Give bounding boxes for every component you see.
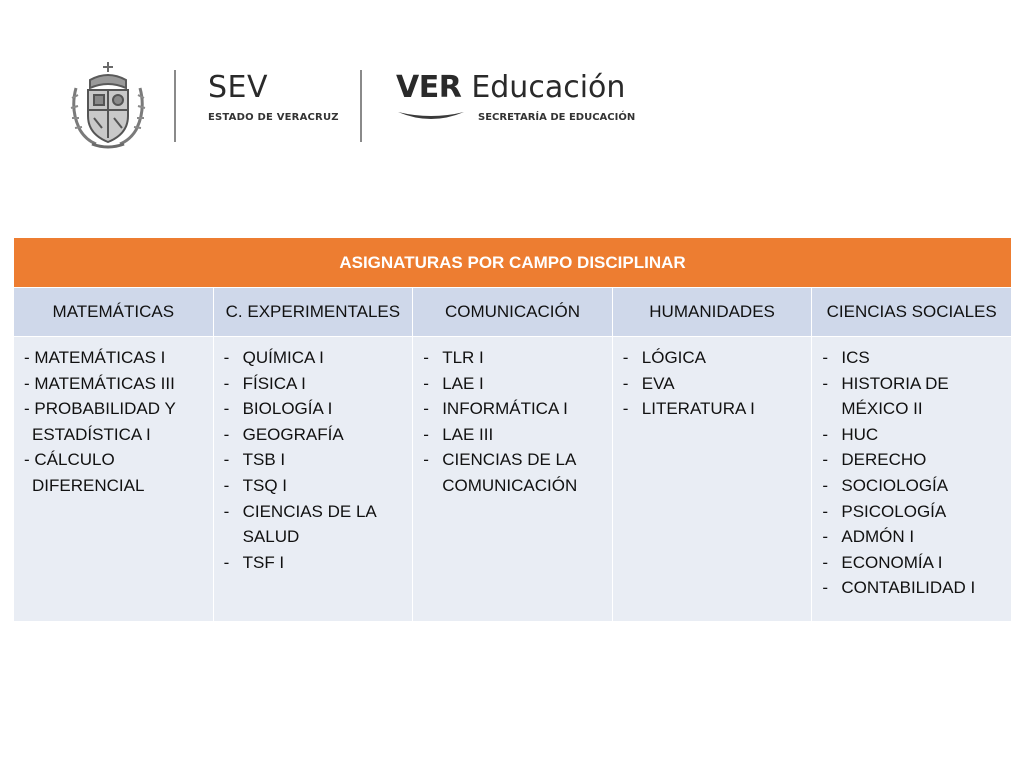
list-item: - TSB I	[223, 450, 286, 470]
list-item: - TSQ I	[223, 475, 287, 495]
list-item: - CIENCIAS DE LA COMUNICACIÓN	[423, 450, 578, 495]
subject-cell-ciencias-sociales	[812, 337, 1012, 622]
logo-divider	[360, 70, 362, 142]
ver-subtitle: SECRETARÍA DE EDUCACIÓN	[478, 112, 636, 123]
column-header: CIENCIAS SOCIALES	[812, 288, 1012, 337]
list-item: - TLR I	[423, 348, 484, 367]
list-item: - ECONOMÍA I	[822, 552, 943, 572]
list-item: - SOCIOLOGÍA	[822, 475, 949, 495]
veracruz-coat-of-arms-icon	[62, 58, 154, 150]
list-item: - DERECHO	[822, 450, 927, 470]
column-header: HUMANIDADES	[612, 288, 812, 337]
list-item: - ICS	[822, 348, 870, 367]
subject-cell-experimentales	[213, 337, 413, 622]
column-header: COMUNICACIÓN	[413, 288, 613, 337]
ver-education-word: Educación	[471, 70, 626, 105]
list-item: - LAE III	[423, 424, 494, 444]
header-logos	[62, 58, 642, 150]
list-item: - GEOGRAFÍA	[223, 424, 344, 444]
list-item: - HISTORIA DE MÉXICO II	[822, 373, 949, 419]
column-header: C. EXPERIMENTALES	[213, 288, 413, 337]
list-item: - FÍSICA I	[223, 373, 306, 393]
list-item: - LÓGICA	[622, 348, 707, 367]
list-item: - PROBABILIDAD Y ESTADÍSTICA I	[24, 399, 176, 444]
subject-cell-comunicacion	[413, 337, 613, 622]
subjects-table	[13, 237, 1012, 622]
list-item: - LITERATURA I	[622, 399, 755, 419]
list-item: - HUC	[822, 424, 879, 444]
list-item: - EVA	[622, 373, 675, 393]
list-item: - MATEMÁTICAS I	[24, 348, 166, 367]
ver-title: VER	[396, 70, 462, 105]
list-item: - INFORMÁTICA I	[423, 399, 568, 419]
list-item: - LAE I	[423, 373, 484, 393]
list-item: - PSICOLOGÍA	[822, 501, 947, 521]
list-item: - QUÍMICA I	[223, 348, 324, 367]
list-item: - ADMÓN I	[822, 527, 915, 547]
list-item: - CONTABILIDAD I	[822, 578, 976, 598]
list-item: - MATEMÁTICAS III	[24, 373, 175, 393]
sev-title: SEV	[208, 70, 269, 105]
list-item: - CÁLCULO DIFERENCIAL	[24, 450, 145, 495]
list-item: - CIENCIAS DE LA SALUD	[223, 501, 376, 547]
swoosh-icon	[396, 108, 466, 124]
list-item: - BIOLOGÍA I	[223, 399, 333, 419]
column-header: MATEMÁTICAS	[14, 288, 214, 337]
list-item: - TSF I	[223, 552, 285, 572]
ver-education-logo	[396, 70, 625, 105]
subject-cell-humanidades	[612, 337, 812, 622]
sev-subtitle: ESTADO DE VERACRUZ	[208, 112, 339, 123]
subject-cell-matematicas	[14, 337, 214, 622]
table-title: ASIGNATURAS POR CAMPO DISCIPLINAR	[14, 238, 1012, 288]
logo-divider	[174, 70, 176, 142]
